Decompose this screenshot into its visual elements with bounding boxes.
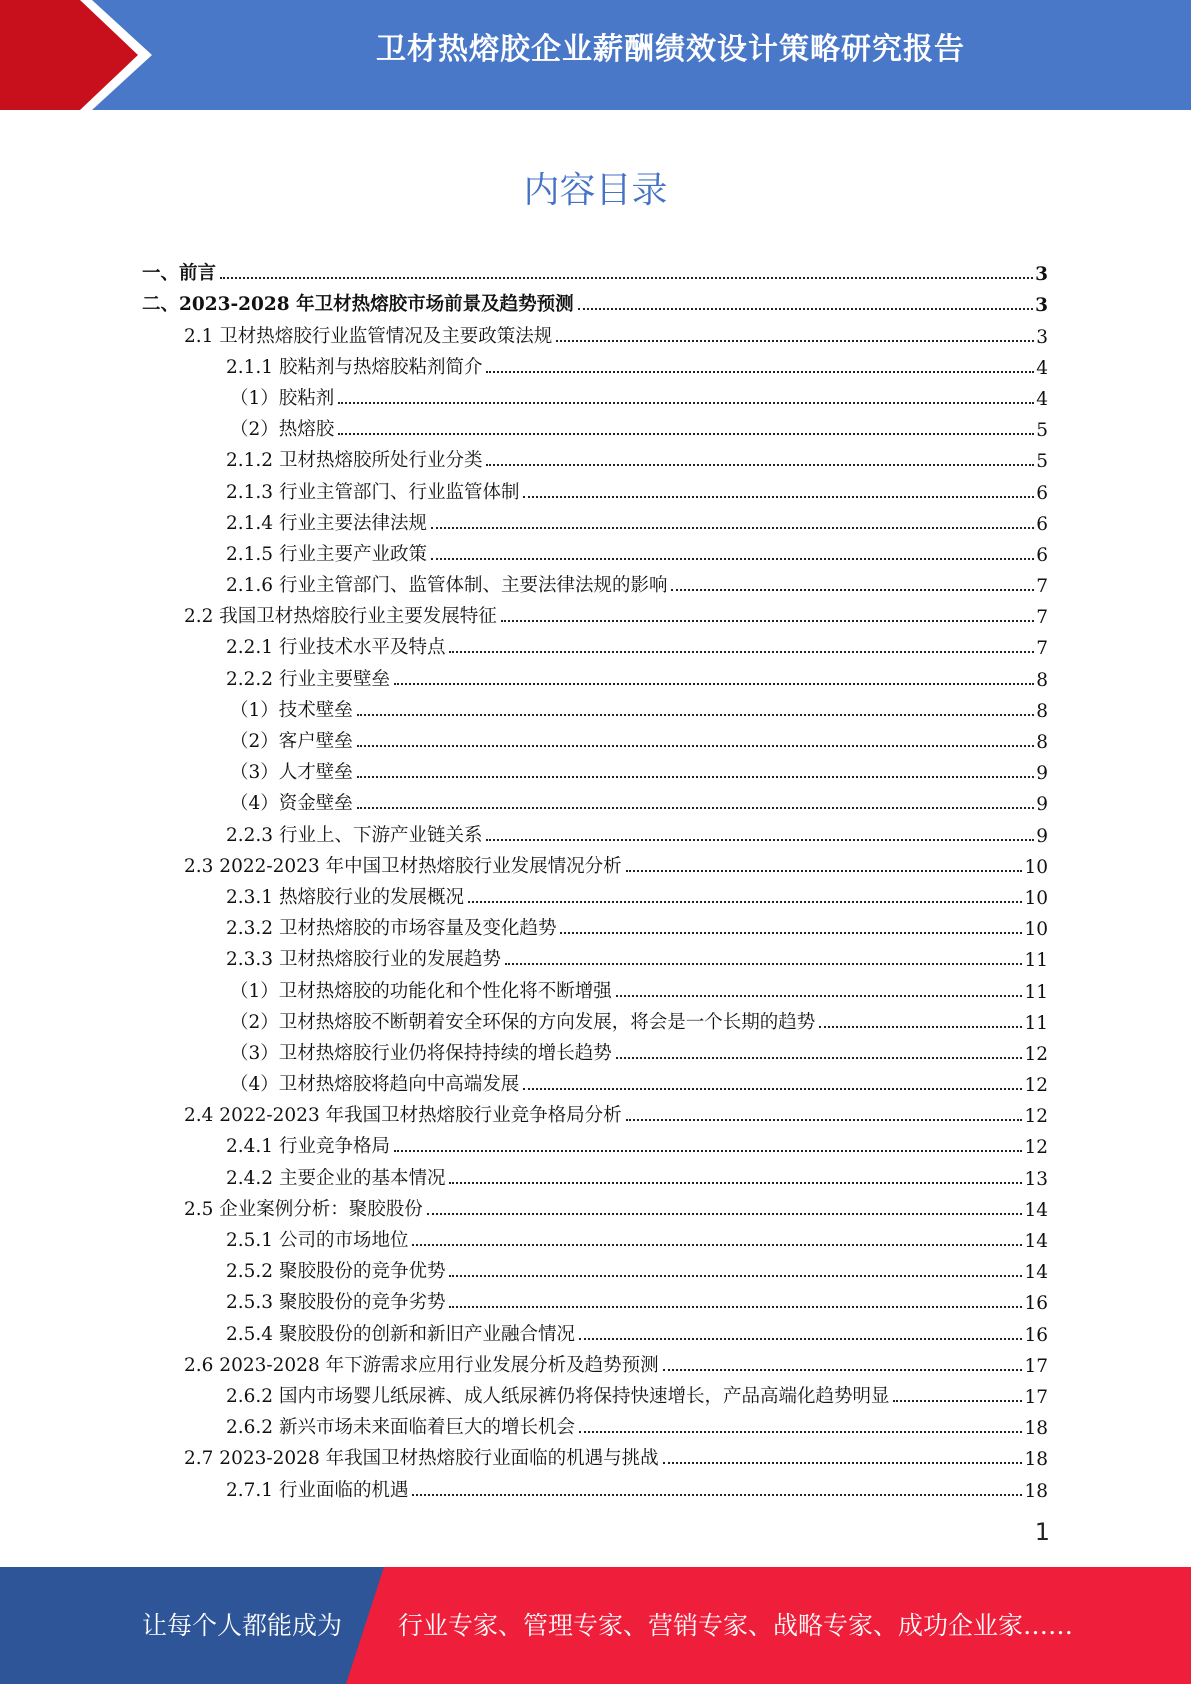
toc-entry-label: （1）卫材热熔胶的功能化和个性化将不断增强 [230, 980, 612, 1002]
toc-dot-leader [486, 839, 1034, 841]
toc-dot-leader [560, 932, 1022, 934]
page-number: 1 [1034, 1518, 1050, 1546]
toc-entry-page: 9 [1036, 763, 1048, 785]
footer-slogan-right: 行业专家、管理专家、营销专家、战略专家、成功企业家…… [398, 1611, 1074, 1640]
toc-dot-leader [579, 1431, 1022, 1433]
toc-entry-label: （3）人才壁垒 [230, 762, 353, 784]
toc-entry-page: 16 [1024, 1293, 1048, 1315]
toc-entry-label: 2.1.3 行业主管部门、行业监管体制 [226, 481, 520, 503]
toc-entry-label: （4）卫材热熔胶将趋向中高端发展 [230, 1074, 520, 1096]
footer-slogan-left: 让每个人都能成为 [142, 1611, 343, 1640]
toc-entry-label: 2.2 我国卫材热熔胶行业主要发展特征 [184, 606, 497, 628]
table-of-contents [142, 254, 1048, 1502]
toc-dot-leader [893, 1400, 1022, 1402]
toc-entry[interactable] [142, 753, 1048, 784]
toc-dot-leader [578, 308, 1034, 310]
toc-dot-leader [449, 1275, 1022, 1277]
toc-entry[interactable] [142, 535, 1048, 566]
toc-entry-page: 14 [1024, 1231, 1048, 1252]
toc-dot-leader [431, 527, 1034, 529]
toc-entry-label: 2.3.3 卫材热熔胶行业的发展趋势 [226, 949, 501, 971]
toc-dot-leader [357, 714, 1034, 716]
toc-entry-page: 18 [1024, 1418, 1048, 1440]
toc-dot-leader [357, 776, 1034, 778]
toc-entry-page: 3 [1035, 295, 1048, 317]
toc-entry[interactable] [142, 971, 1048, 1002]
toc-entry[interactable] [142, 1346, 1048, 1377]
toc-entry-page: 11 [1024, 1012, 1048, 1034]
toc-entry-label: 2.1.6 行业主管部门、监管体制、主要法律法规的影响 [226, 575, 668, 597]
toc-entry[interactable] [142, 348, 1048, 379]
toc-entry-label: 2.1.4 行业主要法律法规 [226, 512, 427, 534]
toc-entry[interactable] [142, 379, 1048, 410]
toc-dot-leader [523, 1088, 1022, 1090]
toc-entry[interactable] [142, 285, 1048, 316]
toc-entry-page: 14 [1024, 1262, 1048, 1284]
toc-dot-leader [616, 1057, 1023, 1059]
toc-entry-page: 9 [1036, 825, 1048, 847]
toc-entry[interactable] [142, 1158, 1048, 1189]
toc-entry-page: 12 [1024, 1137, 1048, 1159]
page-footer [0, 1567, 1191, 1684]
toc-entry-label: （2）客户壁垒 [230, 731, 353, 752]
toc-entry[interactable] [142, 1003, 1048, 1034]
toc-entry[interactable] [142, 1470, 1048, 1501]
toc-entry-label: 2.7.1 行业面临的机遇 [226, 1479, 409, 1501]
toc-dot-leader [626, 870, 1023, 872]
toc-entry-page: 14 [1024, 1199, 1048, 1221]
toc-entry[interactable] [142, 628, 1048, 659]
toc-entry-label: 2.6.2 国内市场婴儿纸尿裤、成人纸尿裤仍将保持快速增长，产品高端化趋势明显 [226, 1385, 890, 1407]
toc-entry-page: 12 [1024, 1043, 1048, 1065]
toc-entry-page: 9 [1036, 794, 1048, 816]
toc-dot-leader [501, 620, 1034, 622]
toc-entry[interactable] [142, 1065, 1048, 1096]
toc-entry[interactable] [142, 566, 1048, 597]
toc-entry-label: 2.6 2023-2028 年下游需求应用行业发展分析及趋势预测 [184, 1354, 659, 1376]
toc-entry[interactable] [142, 504, 1048, 535]
toc-entry[interactable] [142, 1127, 1048, 1158]
toc-entry-page: 7 [1036, 607, 1048, 629]
toc-entry-page: 8 [1036, 669, 1048, 691]
toc-entry-label: （2）卫材热熔胶不断朝着安全环保的方向发展，将会是一个长期的趋势 [230, 1011, 816, 1033]
toc-entry-page: 6 [1036, 544, 1048, 566]
toc-entry[interactable] [142, 1439, 1048, 1470]
toc-entry-page: 11 [1024, 981, 1048, 1003]
toc-entry[interactable] [142, 1408, 1048, 1439]
toc-dot-leader [449, 1306, 1022, 1308]
toc-entry-label: 2.6.2 新兴市场未来面临着巨大的增长机会 [226, 1417, 575, 1439]
toc-entry-label: 一、前言 [142, 263, 217, 285]
toc-entry-label: 2.1 卫材热熔胶行业监管情况及主要政策法规 [184, 325, 553, 347]
toc-entry[interactable] [142, 1377, 1048, 1408]
toc-entry-page: 10 [1024, 856, 1048, 878]
toc-dot-leader [338, 433, 1034, 435]
toc-entry-page: 5 [1036, 451, 1048, 473]
toc-dot-leader [449, 651, 1034, 653]
report-title: 卫材热熔胶企业薪酬绩效设计策略研究报告 [376, 32, 965, 67]
toc-entry[interactable] [142, 1314, 1048, 1345]
toc-entry-page: 7 [1036, 638, 1048, 660]
toc-entry[interactable] [142, 254, 1048, 285]
toc-entry[interactable] [142, 659, 1048, 690]
toc-dot-leader [556, 340, 1034, 342]
toc-dot-leader [431, 558, 1034, 560]
toc-entry-page: 18 [1024, 1449, 1048, 1471]
toc-entry[interactable] [142, 597, 1048, 628]
toc-dot-leader [220, 277, 1033, 279]
toc-entry-page: 5 [1036, 420, 1048, 442]
toc-entry-label: 2.5.4 聚胶股份的创新和新旧产业融合情况 [226, 1323, 575, 1345]
toc-dot-leader [579, 1338, 1022, 1340]
toc-entry-label: （4）资金壁垒 [230, 793, 353, 815]
toc-entry-label: 2.1.1 胶粘剂与热熔胶粘剂简介 [226, 356, 483, 378]
toc-dot-leader [523, 496, 1034, 498]
toc-dot-leader [486, 464, 1034, 466]
toc-dot-leader [394, 683, 1034, 685]
toc-entry-label: 二、2023-2028 年卫材热熔胶市场前景及趋势预测 [142, 294, 574, 316]
toc-entry[interactable] [142, 784, 1048, 815]
toc-dot-leader [357, 745, 1034, 747]
toc-dot-leader [626, 1119, 1023, 1121]
toc-entry-page: 16 [1024, 1324, 1048, 1346]
toc-entry-page: 8 [1036, 732, 1048, 753]
toc-dot-leader [394, 1150, 1022, 1152]
toc-entry-label: 2.4 2022-2023 年我国卫材热熔胶行业竞争格局分析 [184, 1105, 622, 1127]
toc-entry-page: 17 [1024, 1355, 1048, 1377]
toc-entry-label: 2.7 2023-2028 年我国卫材热熔胶行业面临的机遇与挑战 [184, 1448, 659, 1470]
toc-dot-leader [505, 963, 1022, 965]
toc-entry-page: 11 [1024, 950, 1048, 972]
toc-entry[interactable] [142, 878, 1048, 909]
toc-entry-page: 10 [1024, 919, 1048, 941]
toc-dot-leader [663, 1462, 1023, 1464]
toc-dot-leader [671, 589, 1034, 591]
toc-entry-label: 2.2.3 行业上、下游产业链关系 [226, 824, 483, 846]
toc-entry[interactable] [142, 1034, 1048, 1065]
toc-entry-page: 12 [1024, 1106, 1048, 1128]
toc-entry[interactable] [142, 410, 1048, 441]
toc-entry[interactable] [142, 472, 1048, 503]
toc-entry[interactable] [142, 847, 1048, 878]
toc-entry-label: 2.2.2 行业主要壁垒 [226, 668, 390, 690]
toc-entry[interactable] [142, 691, 1048, 722]
toc-entry[interactable] [142, 940, 1048, 971]
toc-dot-leader [468, 901, 1022, 903]
toc-entry-page: 8 [1036, 700, 1048, 722]
toc-entry-page: 6 [1036, 482, 1048, 504]
toc-dot-leader [616, 995, 1023, 997]
toc-entry[interactable] [142, 1190, 1048, 1221]
toc-entry-label: 2.3.2 卫材热熔胶的市场容量及变化趋势 [226, 918, 557, 940]
toc-entry-label: 2.5.2 聚胶股份的竞争优势 [226, 1261, 446, 1283]
toc-entry[interactable] [142, 1221, 1048, 1252]
toc-entry-page: 17 [1024, 1386, 1048, 1408]
toc-dot-leader [486, 371, 1034, 373]
toc-entry-label: 2.1.5 行业主要产业政策 [226, 543, 427, 565]
toc-entry-label: 2.4.2 主要企业的基本情况 [226, 1167, 446, 1189]
toc-entry-page: 6 [1036, 513, 1048, 535]
toc-entry-label: 2.3 2022-2023 年中国卫材热熔胶行业发展情况分析 [184, 855, 622, 877]
toc-dot-leader [819, 1026, 1022, 1028]
toc-entry[interactable] [142, 909, 1048, 940]
toc-entry-page: 18 [1024, 1480, 1048, 1502]
toc-dot-leader [338, 402, 1034, 404]
toc-entry-label: 2.5.1 公司的市场地位 [226, 1230, 409, 1251]
toc-entry-page: 4 [1036, 388, 1048, 410]
toc-entry-label: 2.4.1 行业竞争格局 [226, 1136, 390, 1158]
toc-entry[interactable] [142, 1252, 1048, 1283]
toc-entry[interactable] [142, 441, 1048, 472]
toc-dot-leader [412, 1494, 1022, 1496]
toc-entry[interactable] [142, 316, 1048, 347]
toc-entry[interactable] [142, 815, 1048, 846]
toc-entry-label: 2.3.1 热熔胶行业的发展概况 [226, 886, 464, 908]
toc-entry[interactable] [142, 1283, 1048, 1314]
page-header [0, 0, 1191, 110]
toc-entry-page: 3 [1036, 326, 1048, 348]
toc-entry-page: 13 [1024, 1168, 1048, 1190]
toc-entry-label: （1）技术壁垒 [230, 699, 353, 721]
toc-dot-leader [449, 1182, 1022, 1184]
toc-entry-page: 3 [1035, 264, 1048, 286]
toc-entry-label: 2.5 企业案例分析：聚胶股份 [184, 1198, 423, 1220]
toc-dot-leader [357, 807, 1034, 809]
toc-entry-label: （3）卫材热熔胶行业仍将保持持续的增长趋势 [230, 1042, 612, 1064]
toc-entry-page: 7 [1036, 576, 1048, 598]
toc-entry-page: 12 [1024, 1075, 1048, 1097]
toc-heading: 内容目录 [523, 170, 668, 211]
toc-entry-label: 2.2.1 行业技术水平及特点 [226, 637, 446, 659]
toc-entry-label: （2）热熔胶 [230, 419, 335, 441]
toc-entry-label: （1）胶粘剂 [230, 387, 335, 409]
toc-dot-leader [427, 1213, 1023, 1215]
toc-entry-label: 2.5.3 聚胶股份的竞争劣势 [226, 1292, 446, 1314]
toc-entry[interactable] [142, 722, 1048, 753]
toc-entry-page: 4 [1036, 357, 1048, 379]
toc-dot-leader [663, 1369, 1023, 1371]
toc-entry-page: 10 [1024, 887, 1048, 909]
toc-entry[interactable] [142, 1096, 1048, 1127]
toc-dot-leader [412, 1244, 1022, 1246]
toc-entry-label: 2.1.2 卫材热熔胶所处行业分类 [226, 450, 483, 472]
